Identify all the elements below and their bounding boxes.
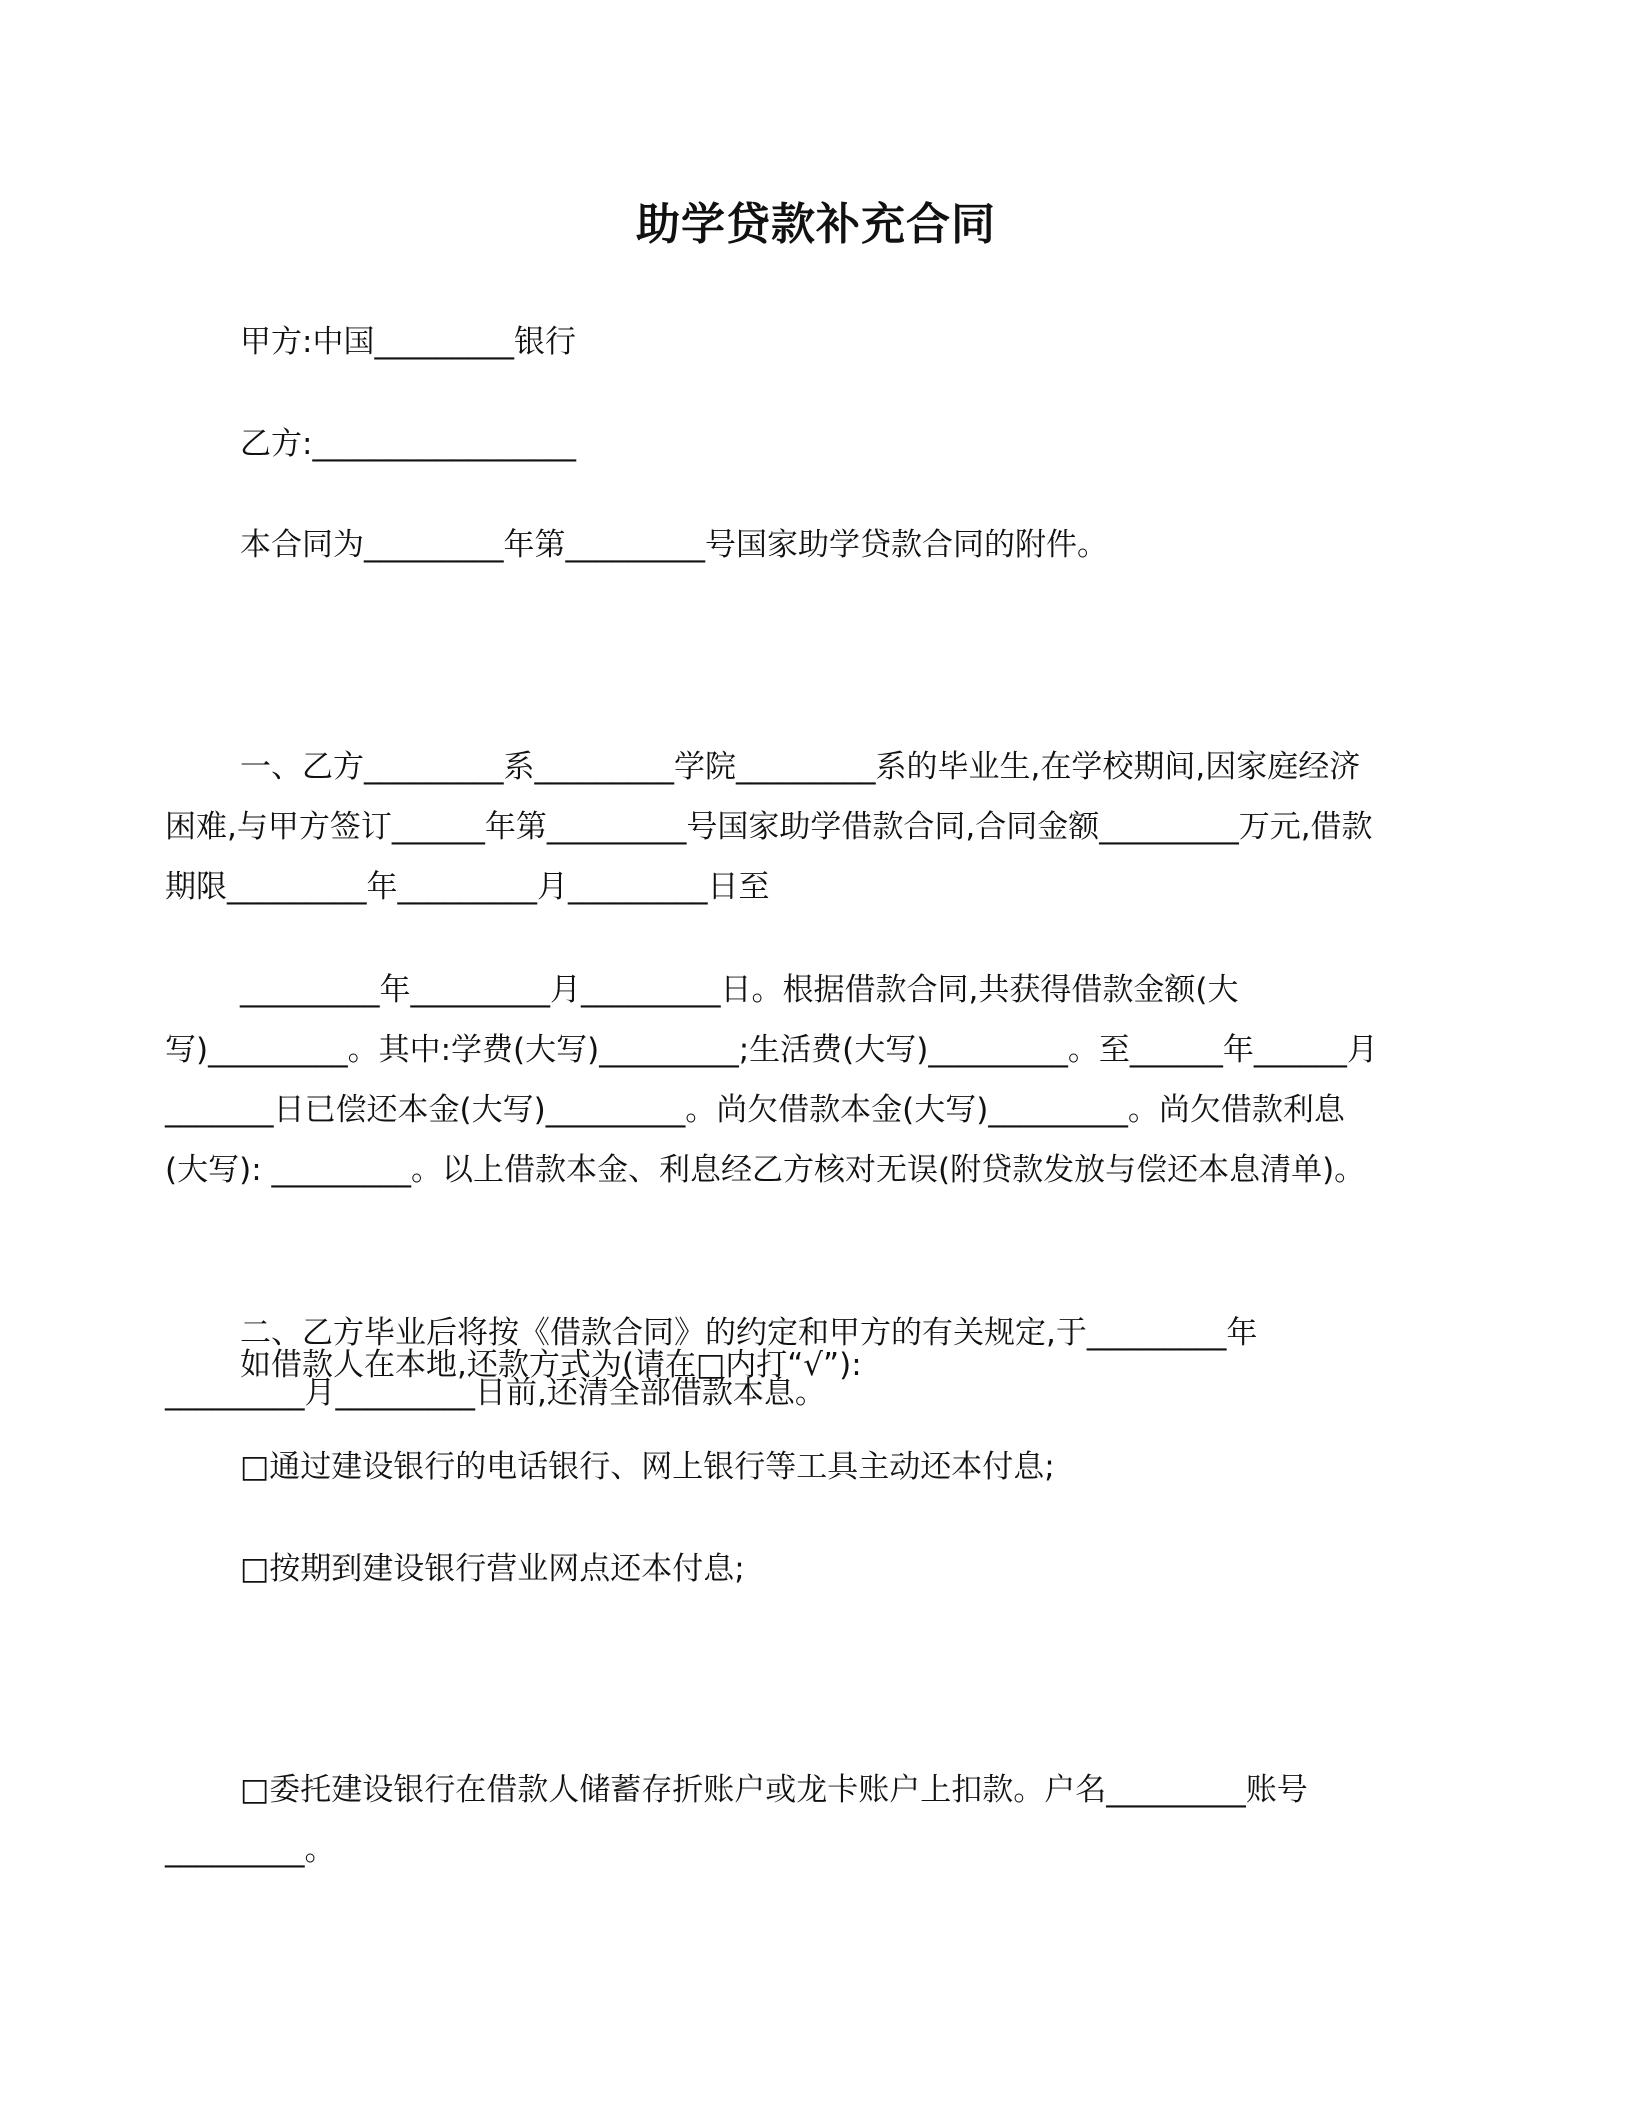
repayment-option-phone-online: □通过建设银行的电话银行、网上银行等工具主动还本付息;: [240, 1449, 1055, 1485]
contract-intro: 本合同为_________年第_________号国家助学贷款合同的附件。: [240, 527, 1108, 563]
repayment-option-auto-debit-text: □委托建设银行在借款人储蓄存折账户或龙卡账户上扣款。户名_________账号_________。: [165, 1772, 1308, 1868]
clause-one-second-text: _________年_________月_________日。根据借款合同,共获得借款金额(大写)_________。其中:学费(大写)_________;生活费(大写)_________。至______年______月_______日已偿还本金(大写)_________。尚欠借款本金(大写)_________。尚欠借款利息(大写): _________。以上借款本金、利息经乙方核对无误(附贷款发放与偿还本息清单)。: [165, 972, 1378, 1188]
repayment-option-auto-debit: [165, 1640, 1380, 2000]
document-title: 助学贷款补充合同: [636, 199, 996, 250]
party-a-line: 甲方:中国_________银行: [240, 324, 576, 360]
repayment-intro: 如借款人在本地,还款方式为(请在□内打“√”):: [240, 1347, 862, 1383]
party-b-line: 乙方:_________________: [240, 426, 576, 462]
repayment-option-branch: □按期到建设银行营业网点还本付息;: [240, 1551, 745, 1587]
clause-two-text: 二、乙方毕业后将按《借款合同》的约定和甲方的有关规定,于_________年_________月_________日前,还清全部借款本息。: [165, 1315, 1258, 1411]
clause-one-first-text: 一、乙方_________系_________学院_________系的毕业生,在学校期间,因家庭经济困难,与甲方签订______年第_________号国家助学借款合同,合同金额_________万元,借款期限_________年_________月_________日至: [165, 749, 1373, 905]
